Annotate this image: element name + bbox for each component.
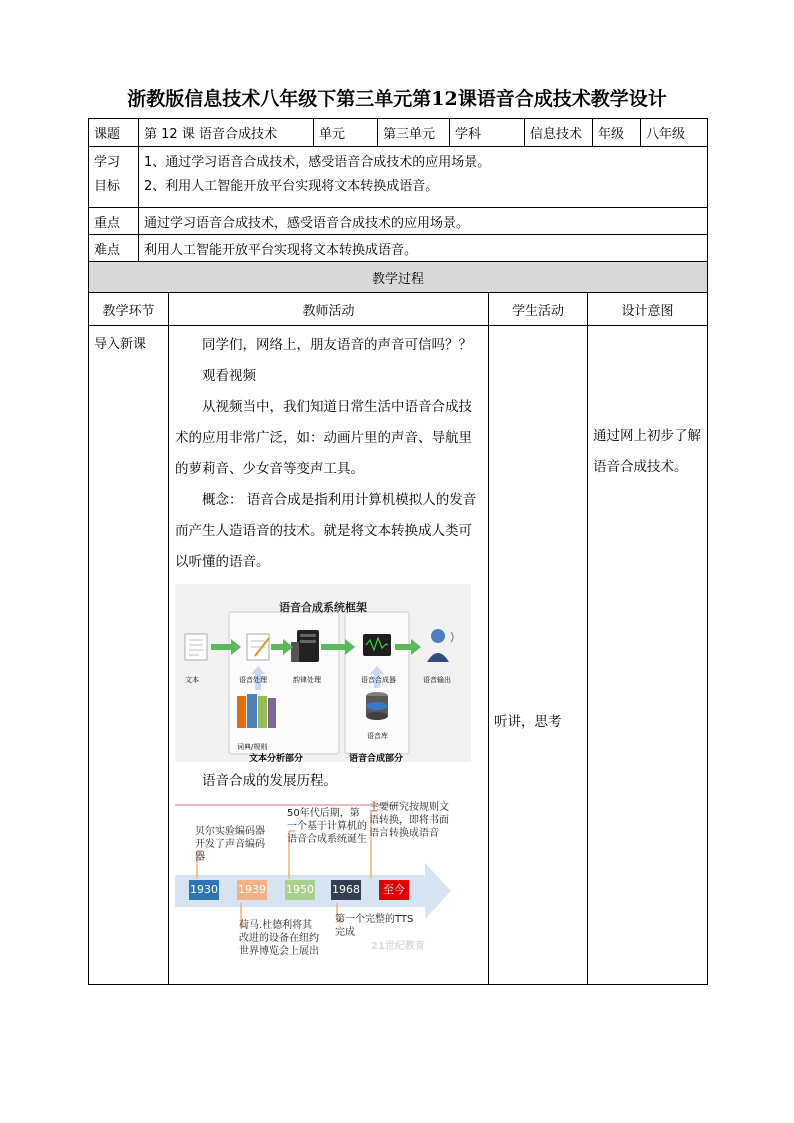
framework-label-text: 文本 [185,676,199,684]
header-stage: 教学环节 [89,293,169,326]
pen-doc-icon [247,634,269,660]
goal-item: 1、通过学习语音合成技术，感受语音合成技术的应用场景。 [144,155,491,170]
process-header-row [89,293,708,326]
subject-value: 信息技术 [525,119,593,147]
process-table [88,261,708,985]
student-activity: 听讲，思考 [489,326,588,985]
dictionary-books-icon [237,694,276,728]
stage-cell: 导入新课 [89,326,169,985]
difficulty-label: 难点 [89,235,139,262]
header-teacher: 教师活动 [169,293,489,326]
unit-value: 第三单元 [378,119,450,147]
goals-row [89,147,708,208]
topic-label: 课题 [89,119,139,147]
teacher-p1: 同学们，网络上，朋友语音的声音可信吗？？ [202,337,472,353]
framework-part-synth: 语音合成部分 [349,754,404,764]
framework-label-db: 语音库 [367,732,388,740]
difficulty-text: 利用人工智能开放平台实现将文本转换成语音。 [139,235,708,262]
timeline-note-1930: 贝尔实验编码器开发了声音编码器 [195,826,265,863]
teacher-p5: 语音合成的发展历程。 [202,773,337,789]
key-point-row [89,208,708,235]
unit-label: 单元 [314,119,378,147]
synthesizer-icon [363,634,391,656]
process-row [89,326,708,985]
goals-label-1: 学习 [94,155,121,170]
timeline-year-1968: 1968 [331,880,361,900]
lesson-plan [88,118,707,985]
timeline-note-1968: 第一个完整的TTS完成 [335,914,414,938]
framework-title: 语音合成系统框架 [279,601,367,614]
process-title: 教学过程 [89,262,708,293]
teacher-p3: 从视频当中，我们知道日常生活中语音合成技术的应用非常广泛，如：动画片里的声音、导航里的萝莉音、少女音等变声工具。 [175,399,472,477]
page-title: 浙教版信息技术八年级下第三单元第12课语音合成技术教学设计 [127,88,667,110]
speaker-person-icon [427,629,453,662]
goals-label-2: 目标 [94,179,121,194]
timeline-note-now: 主要研究按规则文语转换，即将书面语言转换成语音 [369,802,449,839]
goals-label [89,147,139,208]
timeline-year-1939: 1939 [237,880,267,900]
watermark: 21世纪教育 [371,941,425,952]
topic-value: 第 12 课 语音合成技术 [139,119,314,147]
timeline-year-1950: 1950 [285,880,315,900]
info-row [89,119,708,147]
framework-part-text: 文本分析部分 [249,754,304,764]
key-point-text: 通过学习语音合成技术，感受语音合成技术的应用场景。 [139,208,708,235]
goals-content [139,147,708,208]
timeline-note-1950: 50年代后期，第一个基于计算机的语音合成系统诞生 [287,808,367,845]
teacher-p4: 概念： 语音合成是指利用计算机模拟人的发音而产生人造语音的技术。就是将文本转换成人类可以听懂的语音。 [175,492,477,570]
difficulty-row [89,235,708,262]
goal-item: 2、利用人工智能开放平台实现将文本转换成语音。 [144,179,439,194]
framework-label-output: 语音输出 [423,676,451,684]
teacher-activity [169,326,489,985]
header-student: 学生活动 [489,293,588,326]
teacher-p2: 观看视频 [202,368,256,384]
key-point-label: 重点 [89,208,139,235]
database-icon [366,692,388,720]
subject-label: 学科 [450,119,525,147]
framework-label-synth: 语音合成器 [361,676,396,684]
info-table [88,118,708,262]
design-intent: 通过网上初步了解语音合成技术。 [588,326,708,985]
framework-label-prosody: 韵律处理 [293,676,321,684]
timeline-year-now: 至今 [379,880,409,900]
development-timeline [175,801,471,971]
synthesis-framework-figure [175,584,471,762]
grade-value: 八年级 [641,119,708,147]
text-doc-icon [185,634,207,660]
framework-label-speech: 语音处理 [239,676,267,684]
grade-label: 年级 [593,119,641,147]
timeline-year-1930: 1930 [189,880,219,900]
header-intent: 设计意图 [588,293,708,326]
framework-label-dict: 词典/规则 [237,743,268,751]
timeline-note-1939: 荷马.杜德利将其改进的设备在纽约世界博览会上展出 [239,920,319,957]
